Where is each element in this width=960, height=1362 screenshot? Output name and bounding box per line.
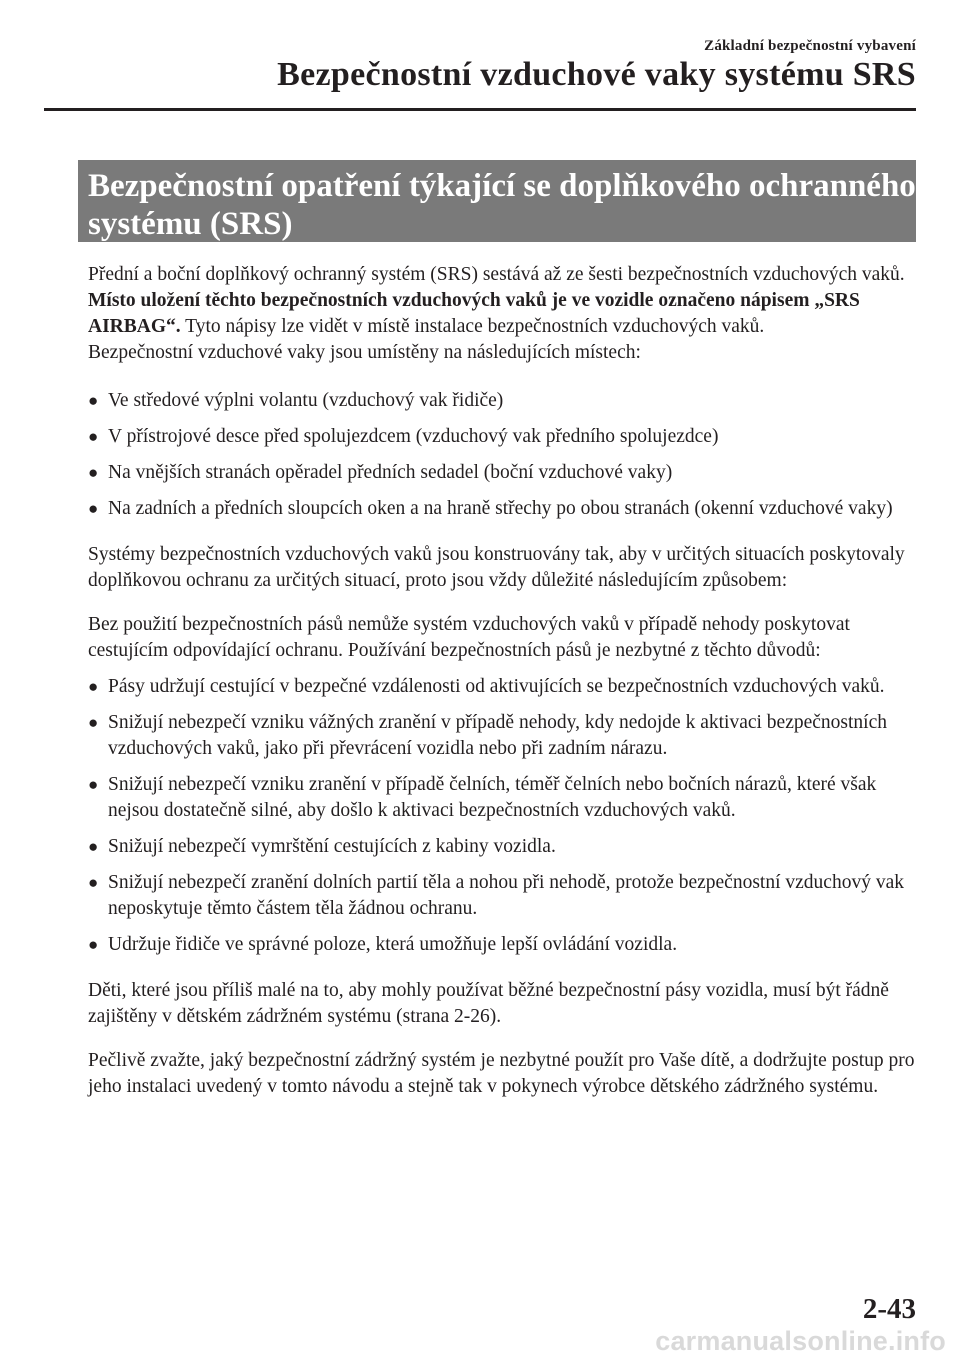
intro-locations-lead: Bezpečnostní vzduchové vaky jsou umístěny na následujících místech:: [88, 342, 641, 363]
seat-belt-reasons-list: [88, 674, 918, 958]
list-item: ● Udržuje řidiče ve správné poloze, která umožňuje lepší ovládání vozidla.: [88, 932, 918, 958]
seat-belts-paragraph: Bez použití bezpečnostních pásů nemůže systém vzduchových vaků v případě nehody poskytovat cestujícím odpovídající ochranu. Používání bezpečnostních pásů je nezbytné z těchto důvodů:: [88, 614, 850, 661]
intro-bold-text: Místo uložení těchto bezpečnostních vzduchových vaků je ve vozidle označeno nápisem „SRS AIRBAG“.: [88, 290, 860, 337]
section-title-line-2: systému (SRS): [88, 206, 293, 242]
intro-text-2: Tyto nápisy lze vidět v místě instalace bezpečnostních vzduchových vaků.: [180, 316, 765, 337]
intro-paragraph: [88, 262, 918, 340]
section-title-line-1: Bezpečnostní opatření týkající se doplňkového ochranného: [88, 168, 916, 204]
airbag-locations-list: [88, 388, 918, 522]
list-item: ● Na vnějších stranách opěradel předních sedadel (boční vzduchové vaky): [88, 460, 918, 486]
bullet-icon: ●: [88, 935, 99, 954]
page-number: 2-43: [862, 1293, 916, 1325]
main-content: [88, 262, 918, 1100]
bullet-icon: ●: [88, 463, 99, 482]
bullet-icon: ●: [88, 677, 99, 696]
list-item: ● V přístrojové desce před spolujezdcem (vzduchový vak předního spolujezdce): [88, 424, 918, 450]
list-item: ● Snižují nebezpečí vzniku zranění v případě čelních, téměř čelních nebo bočních nárazů, které však nejsou dostatečně silné, aby došlo k aktivaci bezpečnostních vzduchových vaků.: [88, 774, 877, 821]
section-title-banner: [78, 160, 916, 242]
bullet-icon: ●: [88, 873, 99, 892]
bullet-icon: ●: [88, 391, 99, 410]
list-item: ● Snižují nebezpečí vymrštění cestujících z kabiny vozidla.: [88, 834, 918, 860]
systems-paragraph: Systémy bezpečnostních vzduchových vaků jsou konstruovány tak, aby v určitých situacích poskytovaly doplňkovou ochranu za určitých situací, proto jsou vždy důležité následujícím způsobem:: [88, 544, 905, 591]
bullet-icon: ●: [88, 427, 99, 446]
list-item: ● Ve středové výplni volantu (vzduchový vak řidiče): [88, 388, 918, 414]
list-item: ● Na zadních a předních sloupcích oken a na hraně střechy po obou stranách (okenní vzduchové vaky): [88, 496, 918, 522]
list-item: ● Pásy udržují cestující v bezpečné vzdálenosti od aktivujících se bezpečnostních vzduchových vaků.: [88, 674, 918, 700]
list-item: ● Snižují nebezpečí vzniku vážných zranění v případě nehody, kdy nedojde k aktivaci bezpečnostních vzduchových vaků, jako při převrácení vozidla nebo při zadním nárazu.: [88, 712, 887, 759]
intro-text-1: Přední a boční doplňkový ochranný systém (SRS) sestává až ze šesti bezpečnostních vzduchových vaků.: [88, 264, 905, 285]
watermark: carmanualsonline.info: [655, 1326, 946, 1356]
bullet-icon: ●: [88, 775, 99, 794]
chapter-subtitle: Základní bezpečnostní vybavení: [704, 38, 916, 54]
children-paragraph: Děti, které jsou příliš malé na to, aby mohly používat běžné bezpečnostní pásy vozidla, musí být řádně zajištěny v dětském zádržném systému (strana 2-26).: [88, 980, 889, 1027]
page-header-title: Bezpečnostní vzduchové vaky systému SRS: [277, 56, 916, 93]
list-item: ● Snižují nebezpečí zranění dolních partií těla a nohou při nehodě, protože bezpečnostní vzduchový vak neposkytuje těmto částem těla žádnou ochranu.: [88, 872, 904, 919]
bullet-icon: ●: [88, 713, 99, 732]
bullet-icon: ●: [88, 499, 99, 518]
bullet-icon: ●: [88, 837, 99, 856]
child-restraint-paragraph: Pečlivě zvažte, jaký bezpečnostní zádržný systém je nezbytné použít pro Vaše dítě, a dodržujte postup pro jeho instalaci uvedený v tomto návodu a stejně tak v pokynech výrobce dětského zádržného systému.: [88, 1050, 915, 1097]
header-divider: [44, 108, 916, 111]
